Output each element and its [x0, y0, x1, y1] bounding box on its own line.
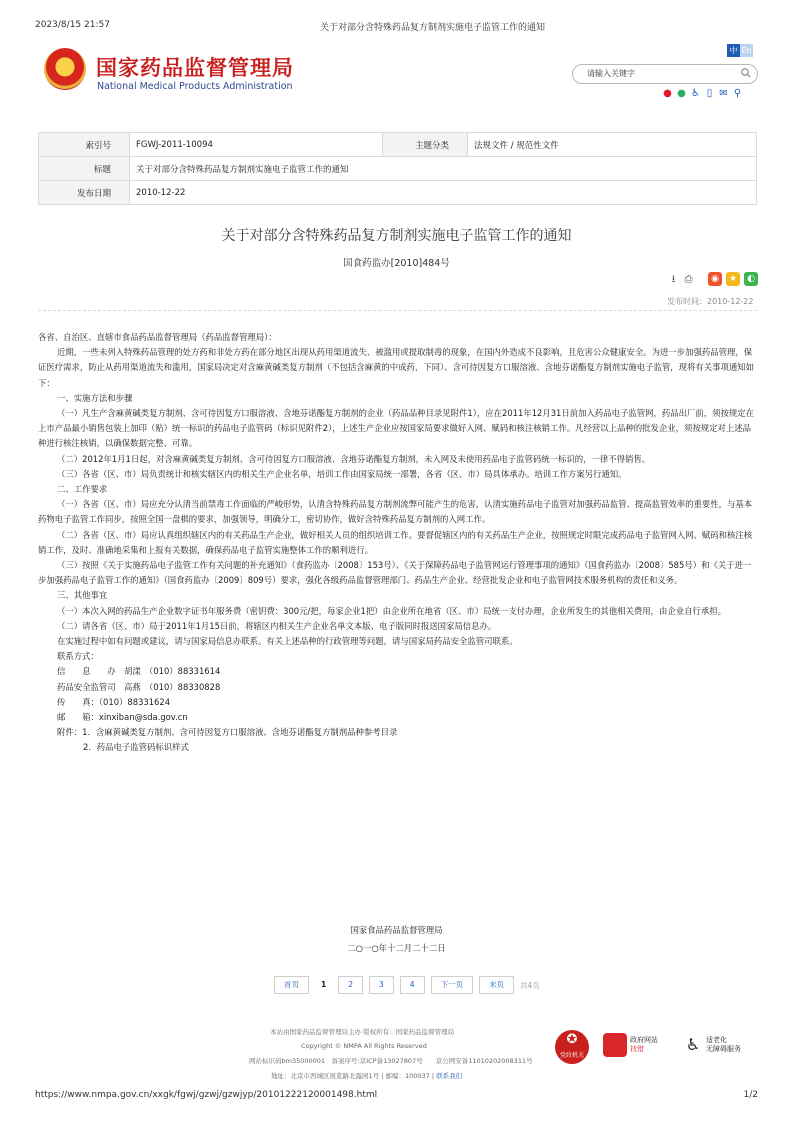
lang-zh-button[interactable]: 中: [727, 44, 740, 57]
print-page-number: 1/2: [743, 1090, 758, 1100]
title-label: 标题: [39, 157, 130, 181]
page-3-button[interactable]: 3: [369, 976, 394, 994]
title-value: 关于对部分含特殊药品复方制剂实施电子监管工作的通知: [130, 157, 757, 181]
section-heading: 一、实施方法和步骤: [57, 392, 133, 403]
badge-text: 政府网站: [630, 1036, 658, 1044]
user-icon[interactable]: ⚲: [733, 88, 742, 99]
print-icon[interactable]: ⎙: [684, 273, 693, 285]
table-row: [39, 133, 757, 157]
article-body: [38, 330, 757, 756]
paragraph: （三）各省（区、市）局负责统计和核实辖区内的相关生产企业名单，培训工作由国家局统一部署，各省（区、市）局具体承办。培训工作方案另行通知。: [57, 468, 627, 479]
badge-text: 找错: [630, 1045, 644, 1053]
search-input[interactable]: [585, 68, 729, 79]
paragraph: 在实施过程中如有问题或建议，请与国家局信息办联系。有关上述品种的行政管理等问题，请与国家局药品安全监管司联系。: [57, 636, 518, 647]
error-report-icon: [603, 1033, 627, 1057]
first-page-button[interactable]: 首页: [274, 976, 309, 994]
contact-us-link[interactable]: 联系我们: [436, 1072, 463, 1080]
index-label: 索引号: [39, 133, 130, 157]
publish-time: 发布时间：2010-12-22: [667, 297, 754, 306]
category-value: 法规文件 / 规范性文件: [468, 133, 757, 157]
national-emblem-icon: [44, 48, 86, 90]
document-title: 关于对部分含特殊药品复方制剂实施电子监管工作的通知: [221, 228, 572, 244]
footer-copyright: Copyright © NMPA All Rights Reserved: [301, 1042, 427, 1050]
paragraph: （二）2012年1月1日起，对含麻黄碱类复方制剂、含可待因复方口服溶液、含地芬诺酯复方制剂，未入网及未使用药品电子监管码统一标识的，一律不得销售。: [57, 453, 651, 464]
next-page-button[interactable]: 下一页: [431, 976, 474, 994]
page-1-button[interactable]: 1: [315, 977, 332, 993]
print-url: https://www.nmpa.gov.cn/xxgk/fgwj/gzwj/gzwjyp/20101222120001498.html: [35, 1090, 378, 1100]
date-value: 2010-12-22: [130, 181, 757, 205]
print-header: [35, 20, 758, 32]
section-heading: 二、工作要求: [57, 484, 108, 495]
print-footer: [35, 1090, 758, 1100]
badge-text: 无障碍服务: [706, 1045, 741, 1053]
index-value: FGWJ-2011-10094: [130, 133, 383, 157]
accessibility-badge[interactable]: [683, 1035, 741, 1055]
category-label: 主题分类: [383, 133, 468, 157]
badge-emblem-icon: ✪: [566, 1032, 578, 1047]
footer-address: [271, 1071, 462, 1080]
article-tools: [668, 272, 758, 286]
print-datetime: 2023/8/15 21:57: [35, 20, 110, 30]
contact-line: 邮 箱：xinxiban@sda.gov.cn: [57, 712, 188, 723]
page-2-button[interactable]: 2: [338, 976, 363, 994]
print-title: 关于对部分含特殊药品复方制剂实施电子监管工作的通知: [320, 23, 546, 33]
wechat-icon[interactable]: ●: [677, 88, 686, 99]
language-switch: [727, 44, 753, 57]
lang-en-button[interactable]: En: [741, 46, 752, 55]
footer-address-text: 地址：北京市西城区展览路北露园1号 | 邮编：100037 |: [271, 1072, 437, 1080]
signature-date: 二○一○年十二月二十二日: [347, 943, 446, 953]
pagination: [274, 976, 540, 994]
total-pages: 共4页: [520, 980, 540, 990]
paragraph: 近期，一些未列入特殊药品管理的处方药和非处方药在部分地区出现从药用渠道流失、被滥用或提取制毒的现象，在国内外造成不良影响，且危害公众健康安全。为进一步加强药品管理，保证医疗需求，防止从药用渠道流失和滥用，国家局决定对含麻黄碱类复方制剂（不包括含麻黄的中成药，下同）、含可待因复方口服溶液、含地芬诺酯复方制剂实施电子监管，现将有关事项通知如下：: [38, 347, 755, 388]
paragraph: （一）本次入网的药品生产企业数字证书年服务费（密钥费：300元/把，每家企业1把）由企业所在地省（区、市）局统一支付办理，企业所发生的其他相关费用，由企业自行承担。: [57, 605, 727, 616]
accessibility-icon: ♿: [685, 1035, 701, 1054]
weibo-icon[interactable]: ●: [663, 88, 672, 99]
paragraph: （二）请各省（区、市）局于2011年1月15日前，将辖区内相关生产企业名单文本版、电子版同时报送国家局信息办。: [57, 620, 497, 631]
attachment-line: 2．药品电子监管码标识样式: [83, 742, 189, 753]
contact-line: 传 真：（010）88331624: [57, 696, 171, 707]
contact-label: 联系方式：: [57, 651, 99, 662]
footer-sponsor: 本站由国家药品监督管理局主办 版权所有：国家药品监督管理局: [270, 1028, 455, 1036]
site-name-en[interactable]: National Medical Products Administration: [97, 81, 293, 92]
mobile-icon[interactable]: ▯: [706, 88, 713, 99]
table-row: [39, 157, 757, 181]
document-meta-table: [38, 132, 757, 205]
signature-org: 国家食品药品监督管理局: [350, 925, 443, 935]
download-icon[interactable]: ⭳: [671, 273, 676, 285]
section-heading: 三、其他事宜: [57, 590, 108, 601]
footer-record: 网站标识码bm35000001 备案序号:京ICP备13027807号 京公网安备11010202008311号: [249, 1057, 533, 1065]
last-page-button[interactable]: 末页: [479, 976, 514, 994]
share-qzone-icon[interactable]: ★: [726, 272, 740, 286]
date-label: 发布日期: [39, 181, 130, 205]
page-4-button[interactable]: 4: [400, 976, 425, 994]
gov-site-error-badge[interactable]: [603, 1033, 658, 1057]
mail-icon[interactable]: ✉: [719, 88, 728, 99]
contact-line: 药品安全监管司 高燕 （010）88330828: [57, 681, 221, 692]
salutation: 各省、自治区、直辖市食品药品监督管理局（药品监督管理局）：: [38, 332, 277, 342]
accessibility-icon[interactable]: ♿: [691, 88, 700, 99]
contact-line: 信 息 办 胡漾 （010）88331614: [57, 666, 221, 677]
paragraph: （二）各省（区、市）局应认真组织辖区内的有关药品生产企业，做好相关人员的组织培训工作。要督促辖区内的有关药品生产企业，按照规定时限完成药品电子监管网入网、赋码和核注核销工作，及时、准确地采集和上报有关数据，确保药品电子监管实施整体工作的顺利进行。: [38, 529, 753, 555]
social-icons: [662, 88, 743, 99]
table-row: [39, 181, 757, 205]
paragraph: （一）凡生产含麻黄碱类复方制剂、含可待因复方口服溶液、含地芬诺酯复方制剂的企业（药品品种目录见附件1），应在2011年12月31日前加入药品电子监管网，药品出厂前，须按规定在上市产品最小销售包装上加印（贴）统一标识的药品电子监管码（标识见附件2），上述生产企业应按国家局要求做好入网、赋码和核注核销工作。凡经营以上品种的批发企业，须按规定对上述品种进行核注核销，以确保数据完整、可靠。: [38, 408, 755, 449]
search-icon[interactable]: [741, 68, 751, 78]
attachment-line: 附件：1．含麻黄碱类复方制剂、含可待因复方口服溶液、含地芬诺酯复方制剂品种参考目录: [57, 727, 398, 738]
share-weibo-icon[interactable]: ◉: [708, 272, 722, 286]
party-gov-badge[interactable]: [555, 1030, 589, 1064]
share-wechat-icon[interactable]: ◐: [744, 272, 758, 286]
divider: [38, 310, 757, 311]
site-name-cn[interactable]: 国家药品监督管理局: [96, 56, 294, 80]
badge-text: 适老化: [706, 1036, 727, 1044]
paragraph: （一）各省（区、市）局应充分认清当前禁毒工作面临的严峻形势，认清含特殊药品复方制剂流弊可能产生的危害，认清实施药品电子监管对加强药品监管、提高监管效率的重要性，与基本药物电子监管工作同步，按照全国一盘棋的要求，加强领导，明确分工，密切协作，做好含特殊药品复方制剂的入网工作。: [38, 499, 753, 525]
document-number: 国食药监办[2010]484号: [343, 258, 450, 269]
badge-text: 党政机关: [559, 1052, 584, 1059]
search-box: [572, 64, 758, 84]
paragraph: （三）按照《关于实施药品电子监管工作有关问题的补充通知》（食药监办〔2008〕153号）、《关于保障药品电子监管网运行管理事项的通知》（国食药监办〔2008〕585号）和《关于进一步加强药品电子监管工作的通知》（国食药监办〔2009〕809号）要求，强化各级药品监督管理部门、药品生产企业、经营批发企业和电子监管网技术服务机构的责任和义务。: [38, 560, 752, 586]
